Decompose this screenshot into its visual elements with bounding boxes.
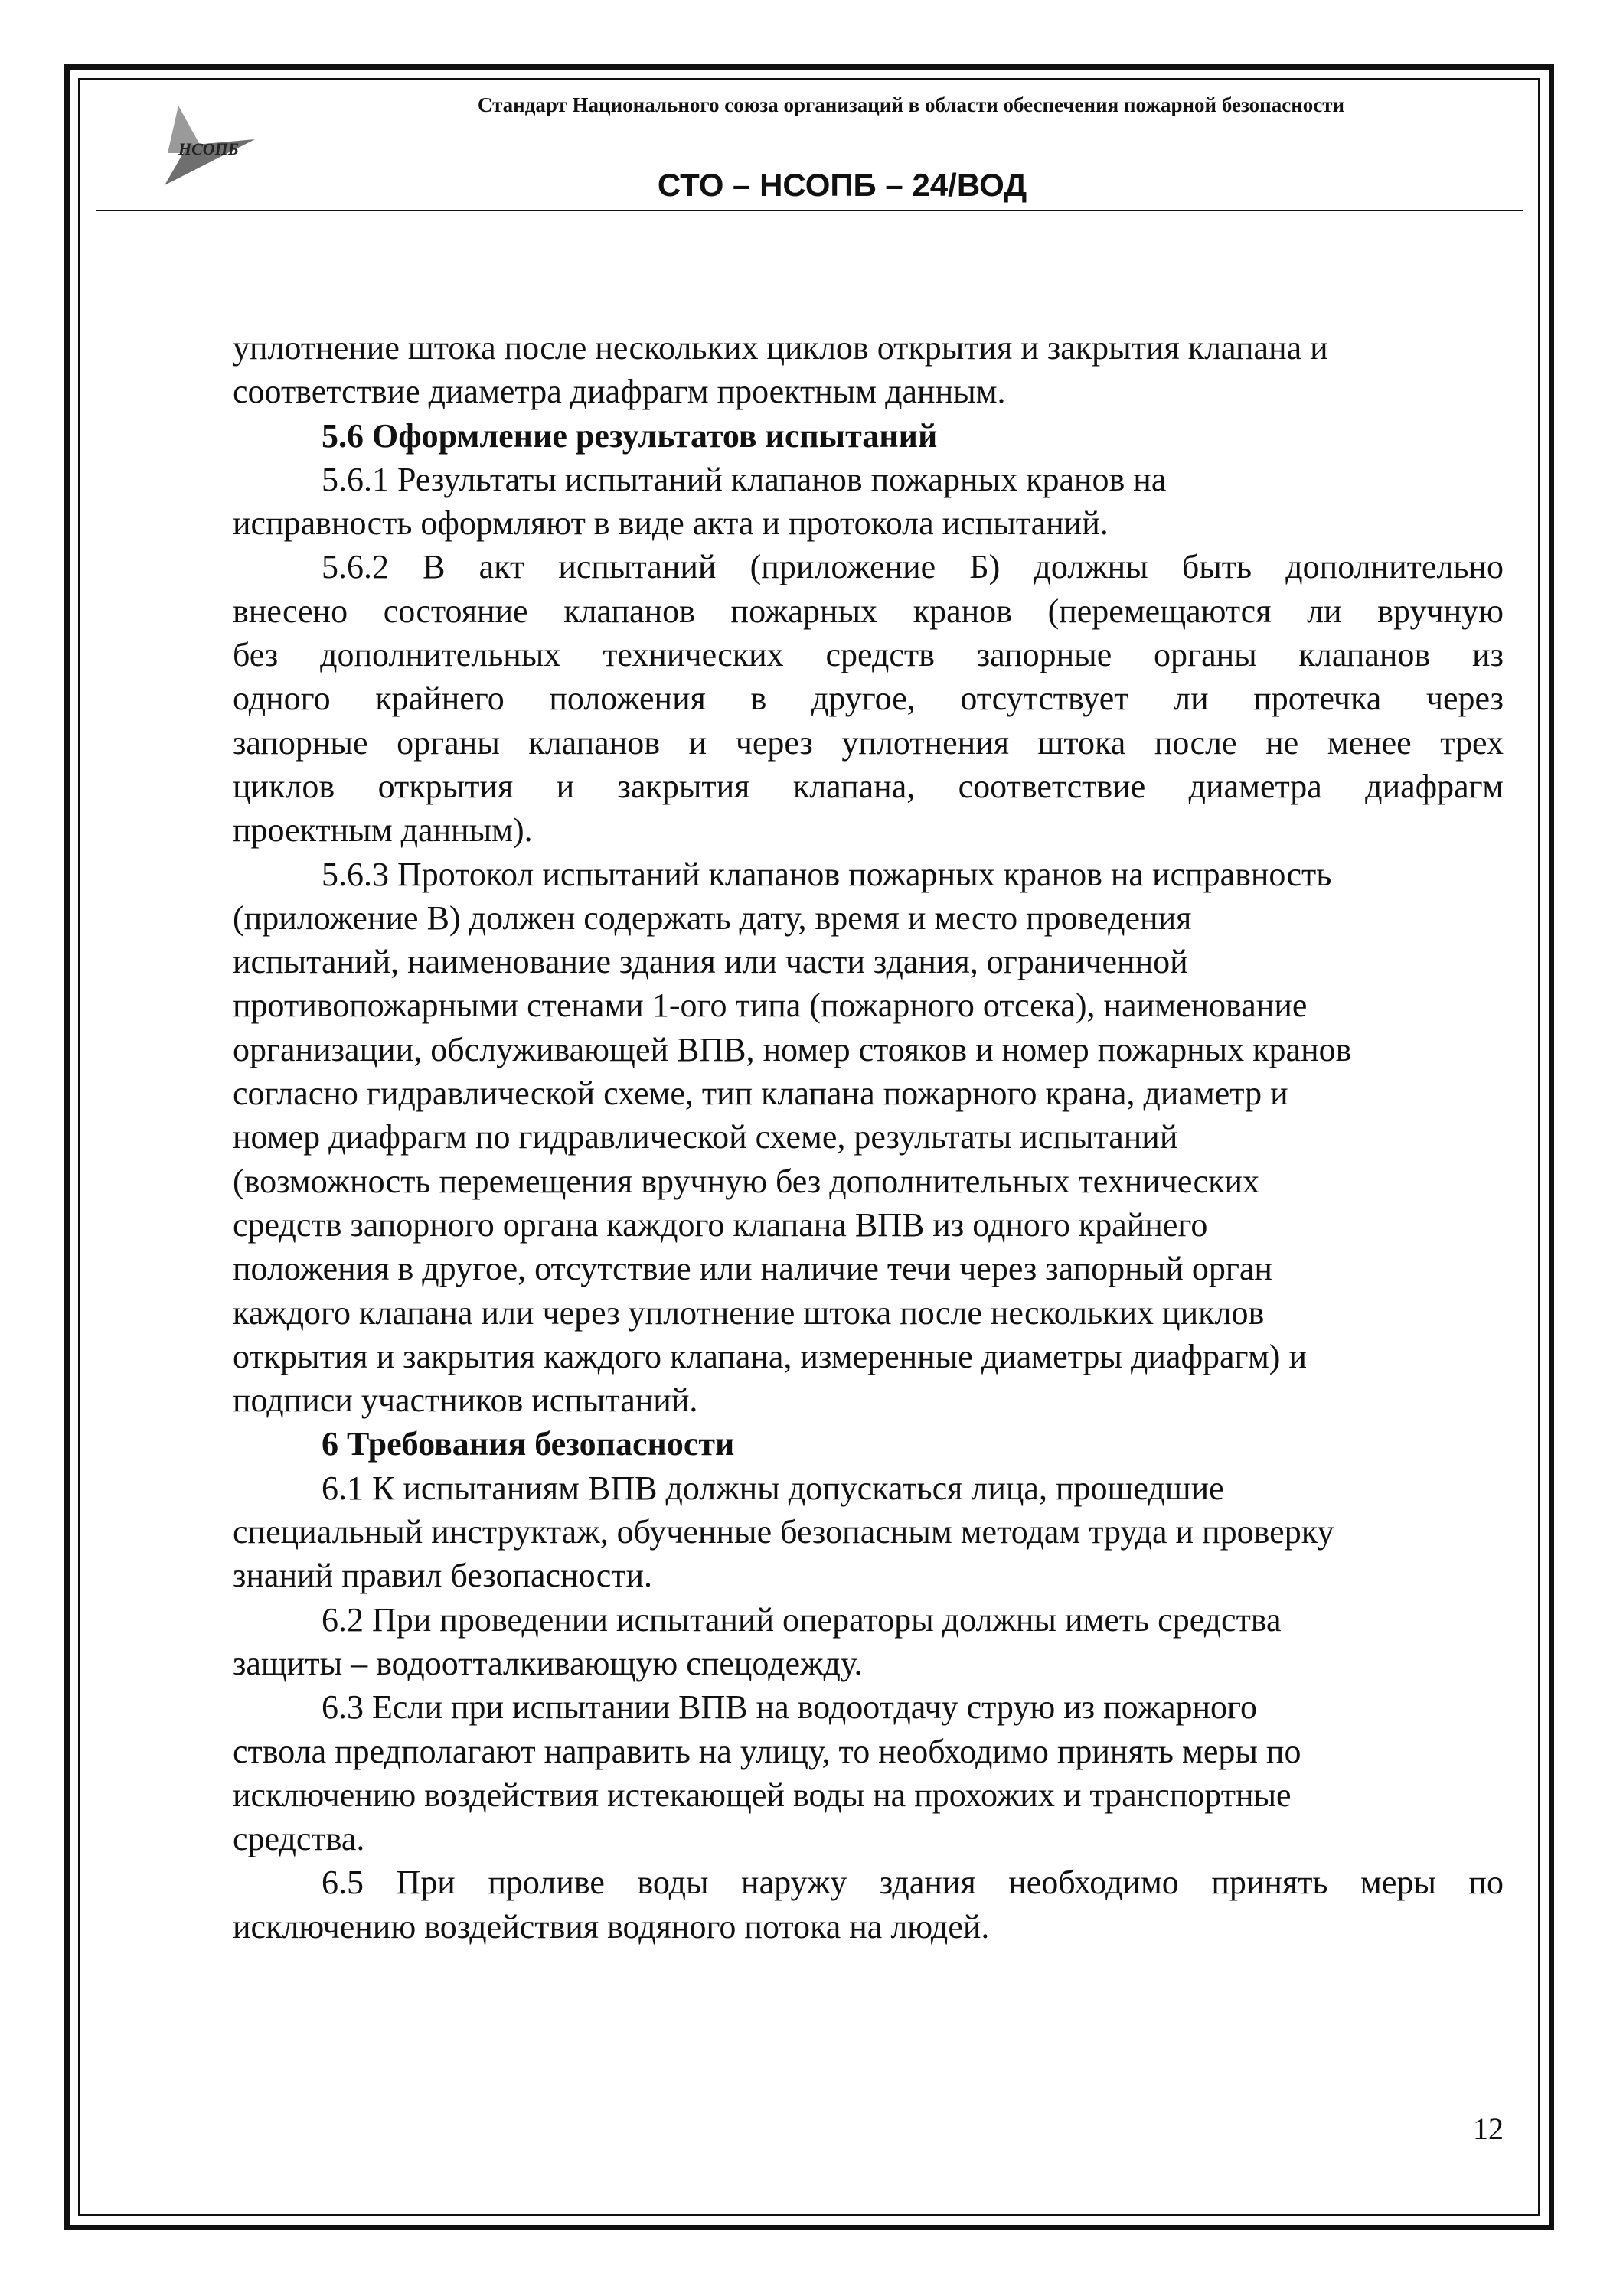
header-organization: Стандарт Национального союза организаций в области обеспечения пожарной безопасности (477, 93, 1345, 116)
page-number: 12 (1473, 2112, 1504, 2146)
paragraph-5-6-1: 5.6.1 Результаты испытаний клапанов пожарных кранов на исправность оформляют в виде акта и протокола испытаний. (233, 460, 1167, 543)
paragraph-6-3: 6.3 Если при испытании ВПВ на водоотдачу струю из пожарного ствола предполагают направить на улицу, то необходимо принять меры по исключению воздействия истекающей воды на прохожих и транспортные средства. (233, 1688, 1301, 1858)
document-body (233, 326, 1504, 1949)
paragraph-6-2: 6.2 При проведении испытаний операторы должны иметь средства защиты – водоотталкивающую спецодежду. (233, 1600, 1282, 1682)
nsopb-logo (157, 99, 260, 191)
standard-code: СТО – НСОПБ – 24/ВОД (657, 167, 1027, 203)
paragraph-5-6-2: 5.6.2 В акт испытаний (приложение Б) должны быть дополнительно внесено состояние клапанов пожарных кранов (перемещаются ли вручную без дополнительных технических средств запорные органы клапанов из одного крайнего положения в другое, отсутствует ли протечка через запорные органы клапанов и через уплотнения штока после не менее трех циклов открытия и закрытия клапана, соответствие диаметра диафрагм проектным данным). (233, 548, 1504, 850)
paragraph-6-1: 6.1 К испытаниям ВПВ должны допускаться лица, прошедшие специальный инструктаж, обученные безопасным методам труда и проверку знаний правил безопасности. (233, 1469, 1334, 1595)
section-heading-5-6: 5.6 Оформление результатов испытаний (322, 416, 938, 455)
paragraph-6-5: 6.5 При проливе воды наружу здания необходимо принять меры по исключению воздействия водяного потока на людей. (233, 1864, 1504, 1945)
section-heading-6: 6 Требования безопасности (322, 1425, 735, 1463)
header-divider (96, 210, 1523, 211)
paragraph-5-6-3: 5.6.3 Протокол испытаний клапанов пожарных кранов на исправность (приложение В) должен содержать дату, время и место проведения испытаний, наименование здания или части здания, ограниченной противопожарными стенами 1-ого типа (пожарного отсека), наименование организации, обслуживающей ВПВ, номер стояков и номер пожарных кранов согласно гидравлической схеме, тип клапана пожарного крана, диаметр и номер диафрагм по гидравлической схеме, результаты испытаний (возможность перемещения вручную без дополнительных технических средств запорного органа каждого клапана ВПВ из одного крайнего положения в другое, отсутствие или наличие течи через запорный орган каждого клапана или через уплотнение штока после нескольких циклов открытия и закрытия каждого клапана, измеренные диаметры диафрагм) и подписи участников испытаний. (233, 855, 1352, 1420)
svg-text:НСОПБ: НСОПБ (178, 139, 239, 158)
paragraph-continuation: уплотнение штока после нескольких циклов открытия и закрытия клапана и соответствие диаметра диафрагм проектным данным. (233, 329, 1328, 411)
